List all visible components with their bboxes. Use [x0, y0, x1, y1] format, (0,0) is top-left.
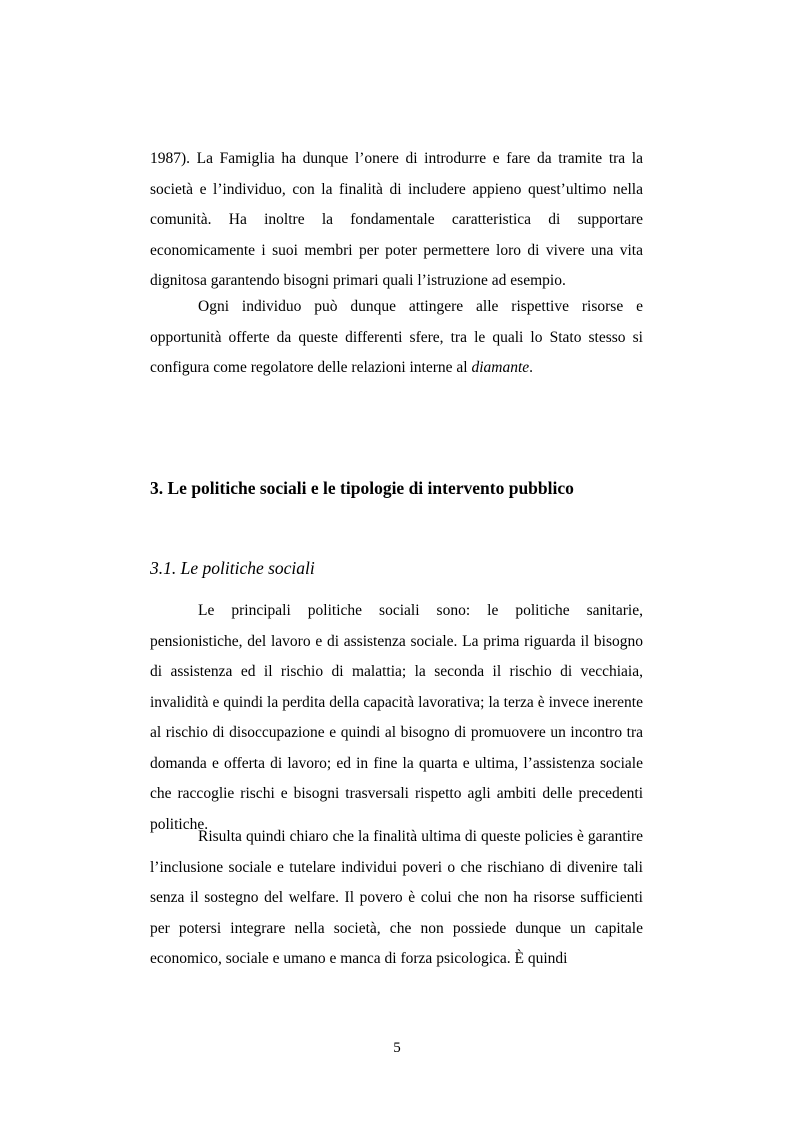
paragraph-text: Ogni individuo può dunque attingere alle rispettive risorse e opportunità offerte da queste differenti sfere, tra le quali lo Stato stesso si configura come regolatore delle relazioni interne al: [150, 298, 643, 376]
body-paragraph-politiche: Le principali politiche sociali sono: le politiche sanitarie, pensionistiche, del lavoro e di assistenza sociale. La prima riguarda il bisogno di assistenza ed il rischio di malattia; la seconda il rischio di vecchiaia, invalidità e quindi la perdita della capacità lavorativa; la terza è invece inerente al rischio di disoccupazione e quindi al bisogno di promuovere un incontro tra domanda e offerta di lavoro; ed in fine la quarta e ultima, l’assistenza sociale che raccoglie rischi e bisogni trasversali rispetto agli ambiti delle precedenti politiche.: [150, 602, 643, 833]
paragraph-text-end: .: [529, 359, 534, 376]
emphasized-term: diamante: [471, 359, 530, 376]
body-paragraph-finalita: Risulta quindi chiaro che la finalità ultima di queste policies è garantire l’inclusione sociale e tutelare individui poveri o che rischiano di divenire tali senza il sostegno del welfare. Il povero è colui che non ha risorse sufficienti per potersi integrare nella società, che non possiede dunque un capitale economico, sociale e umano e manca di forza psicologica. È quindi: [150, 828, 643, 967]
body-paragraph-famiglia: 1987). La Famiglia ha dunque l’onere di introdurre e fare da tramite tra la società e l’individuo, con la finalità di includere appieno quest’ultimo nella comunità. Ha inoltre la fondamentale caratteristica di supportare economicamente i suoi membri per poter permettere loro di vivere una vita dignitosa garantendo bisogni primari quali l’istruzione ad esempio.: [150, 150, 643, 289]
subsection-heading: 3.1. Le politiche sociali: [150, 558, 315, 578]
page-number: 5: [393, 1040, 401, 1056]
section-heading: 3. Le politiche sociali e le tipologie di intervento pubblico: [150, 478, 574, 498]
body-paragraph-diamante: [150, 292, 643, 384]
